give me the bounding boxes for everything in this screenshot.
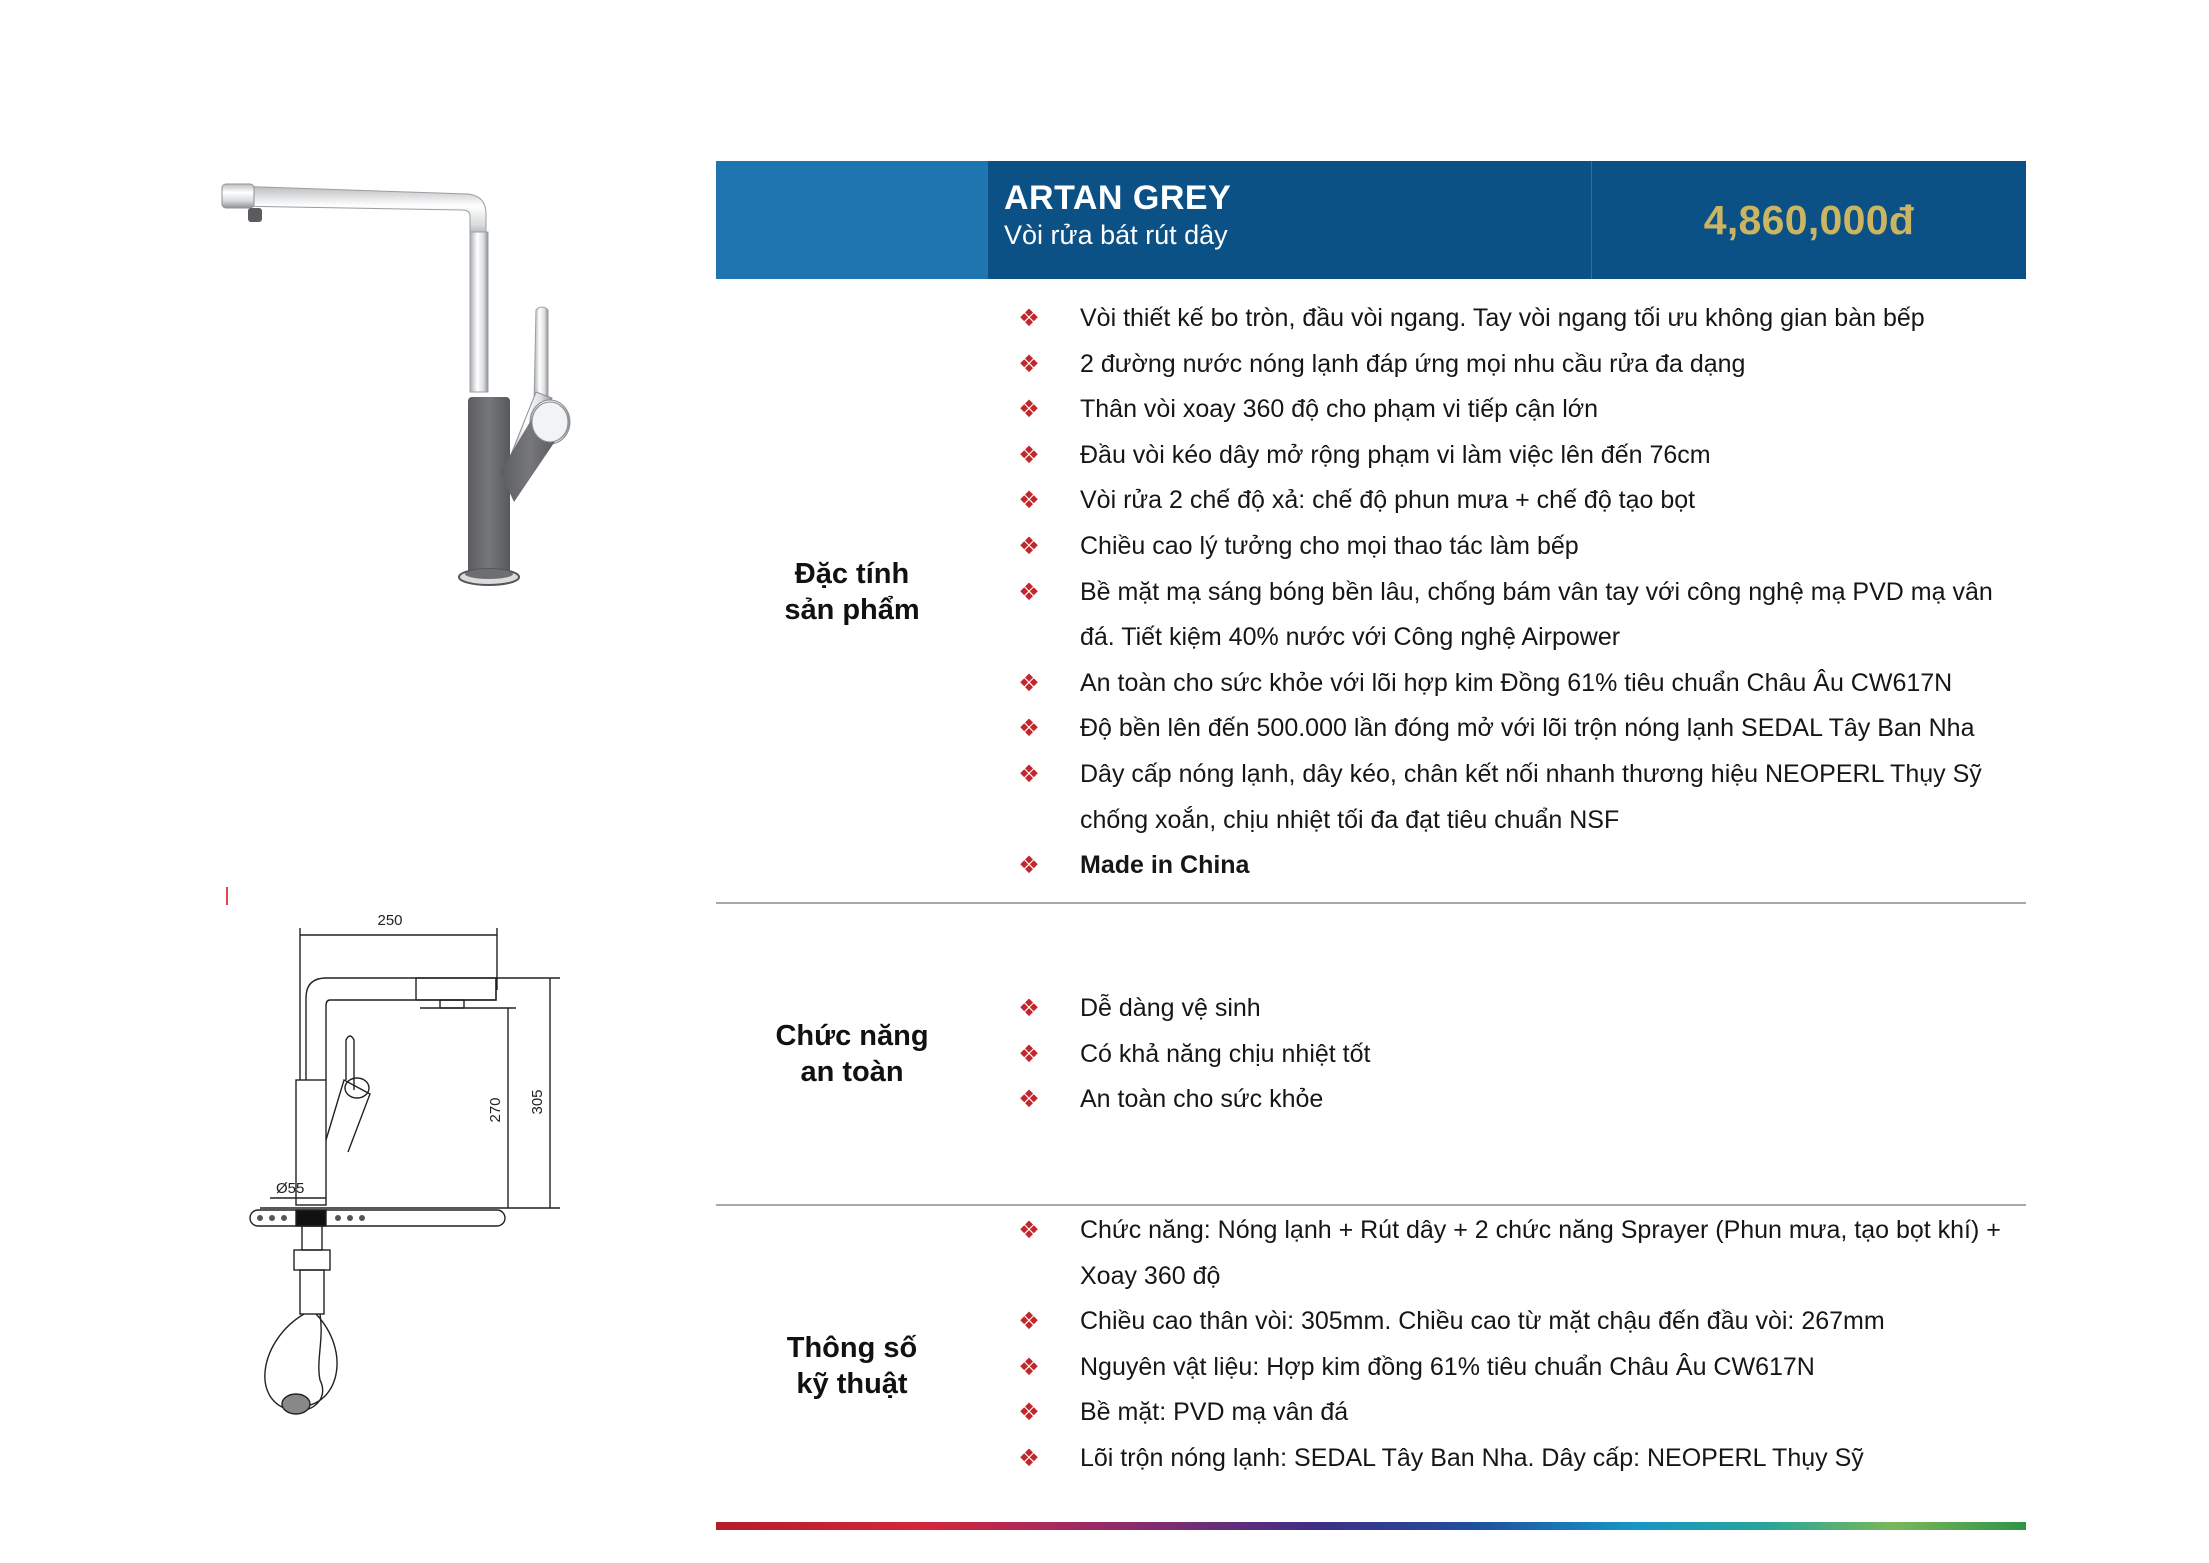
bullet-icon: ❖: [1018, 487, 1040, 515]
technical-drawing: [220, 880, 580, 1425]
list-item: ❖ Có khả năng chịu nhiệt tốt: [1016, 1032, 2006, 1078]
list-item: ❖ Lõi trộn nóng lạnh: SEDAL Tây Ban Nha. Dây cấp: NEOPERL Thụy Sỹ: [1016, 1436, 2006, 1482]
section-label-line1: Đặc tính: [794, 558, 910, 590]
section-label: [716, 1330, 988, 1402]
dim-diameter-label: Ø55: [276, 1180, 305, 1197]
bullet-icon: ❖: [1018, 995, 1040, 1022]
list-item: ❖ Bề mặt: PVD mạ vân đá: [1016, 1390, 2006, 1436]
bullet-icon: ❖: [1018, 578, 1040, 606]
bullet-icon: ❖: [1018, 1040, 1040, 1068]
bottom-color-bar: [716, 1522, 2026, 1530]
bullet-icon: ❖: [1018, 532, 1040, 560]
bullet-icon: ❖: [1018, 441, 1040, 469]
list-item: ❖ An toàn cho sức khỏe: [1016, 1077, 2006, 1123]
section-label-line2: sản phẩm: [784, 594, 920, 626]
list-item: ❖ Đầu vòi kéo dây mở rộng phạm vi làm việc lên đến 76cm: [1016, 433, 2006, 479]
bullet-icon: ❖: [1018, 1308, 1040, 1336]
specs-list: [1016, 1208, 2006, 1482]
list-item: ❖ Bề mặt mạ sáng bóng bền lâu, chống bám vân tay với công nghệ mạ PVD mạ vân đá. Tiết kiệm 40% nước với Công nghệ Airpower: [1016, 570, 2006, 661]
safety-list: [1016, 986, 2006, 1123]
list-item: ❖ Chiều cao thân vòi: 305mm. Chiều cao từ mặt chậu đến đầu vòi: 267mm: [1016, 1299, 2006, 1345]
list-item: ❖ Chiều cao lý tưởng cho mọi thao tác làm bếp: [1016, 524, 2006, 570]
section-label-line2: an toàn: [800, 1056, 904, 1088]
bullet-icon: ❖: [1018, 1353, 1040, 1381]
dim-height-total-label: 305: [529, 1089, 546, 1115]
header-title-block: [988, 161, 1591, 279]
bullet-icon: ❖: [1018, 760, 1040, 788]
feature-list: [1016, 296, 2006, 889]
bullet-icon: ❖: [1018, 1444, 1040, 1472]
bullet-icon: ❖: [1018, 1086, 1040, 1114]
bullet-icon: ❖: [1018, 669, 1040, 697]
faucet-product-image: [218, 172, 598, 592]
list-item: ❖ Chức năng: Nóng lạnh + Rút dây + 2 chức năng Sprayer (Phun mưa, tạo bọt khí) + Xoay 360 độ: [1016, 1208, 2006, 1299]
bullet-icon: ❖: [1018, 715, 1040, 743]
section-label-line2: kỹ thuật: [796, 1368, 908, 1400]
header-accent-block: [716, 161, 988, 279]
bullet-icon: ❖: [1018, 305, 1040, 332]
product-subtitle: Vòi rửa bát rút dây: [1004, 220, 1228, 250]
list-item: ❖ Dễ dàng vệ sinh: [1016, 986, 2006, 1032]
bullet-icon: ❖: [1018, 852, 1040, 880]
list-item: ❖ Nguyên vật liệu: Hợp kim đồng 61% tiêu chuẩn Châu Âu CW617N: [1016, 1345, 2006, 1391]
list-item: ❖ Độ bền lên đến 500.000 lần đóng mở với lõi trộn nóng lạnh SEDAL Tây Ban Nha: [1016, 706, 2006, 752]
section-label-line1: Thông số: [786, 1332, 918, 1364]
dim-width-label: 250: [377, 912, 403, 929]
section-label-line1: Chức năng: [775, 1020, 929, 1052]
bullet-icon: ❖: [1018, 1399, 1040, 1427]
section-features: [716, 296, 2026, 896]
bullet-icon: ❖: [1018, 396, 1040, 424]
list-item: ❖ Dây cấp nóng lạnh, dây kéo, chân kết nối nhanh thương hiệu NEOPERL Thụy Sỹ chống xoắn, chịu nhiệt tối đa đạt tiêu chuẩn NSF: [1016, 752, 2006, 843]
list-item: ❖ Vòi rửa 2 chế độ xả: chế độ phun mưa + chế độ tạo bọt: [1016, 478, 2006, 524]
list-item: ❖ Vòi thiết kế bo tròn, đầu vòi ngang. Tay vòi ngang tối ưu không gian bàn bếp: [1016, 296, 2006, 342]
section-specs: [716, 1206, 2026, 1506]
list-item: ❖ An toàn cho sức khỏe với lõi hợp kim Đồng 61% tiêu chuẩn Châu Âu CW617N: [1016, 661, 2006, 707]
list-item: ❖ Made in China: [1016, 843, 2006, 889]
list-item: ❖ 2 đường nước nóng lạnh đáp ứng mọi nhu cầu rửa đa dạng: [1016, 342, 2006, 388]
list-item: ❖ Thân vòi xoay 360 độ cho phạm vi tiếp cận lớn: [1016, 387, 2006, 433]
bullet-icon: ❖: [1018, 1217, 1040, 1244]
section-label: [716, 556, 988, 628]
section-label: [716, 1018, 988, 1090]
product-name: ARTAN GREY: [1004, 179, 1232, 217]
product-price: 4,860,000đ: [1703, 196, 1915, 243]
bullet-icon: ❖: [1018, 350, 1040, 378]
section-safety: [716, 904, 2026, 1202]
header-price-block: [1592, 161, 2026, 279]
dim-height-spout-label: 270: [487, 1097, 504, 1123]
product-header: [716, 161, 2026, 279]
